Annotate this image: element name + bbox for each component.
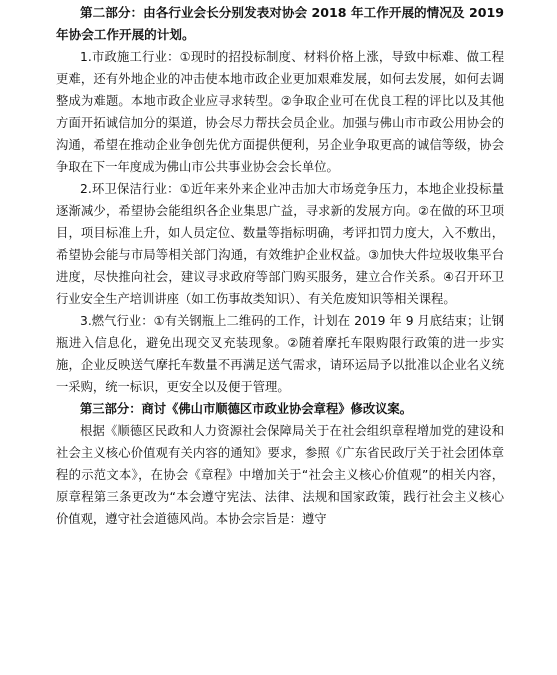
section2-paragraph-municipal: 1.市政施工行业：①现时的招投标制度、材料价格上涨，导致中标难、做工程更难，还有外地企业的冲击使本地市政企业更加艰难发展，如何去发展，如何去调整成为难题。本地市政企业应寻求转型。②争取企业可在优良工程的评比以及其他方面开拓诚信加分的渠道，协会尽力帮扶会员企业。加强与佛山市市政公用协会的沟通，希望在推动企业争创先优方面提供便利，另企业争取更高的诚信等级，协会争取在下一年度成为佛山市公共事业协会会长单位。 xyxy=(56,50,504,174)
section2-paragraph-sanitation: 2.环卫保洁行业：①近年来外来企业冲击加大市场竞争压力，本地企业投标量逐渐减少，希望协会能组织各企业集思广益，寻求新的发展方向。②在做的环卫项目，项目标准上升，如人员定位、数量等指标明确，考评扣罚力度大，入不敷出，希望协会能与市局等相关部门沟通，有效维护企业权益。③加快大件垃圾收集平台进度，尽快推向社会，建议寻求政府等部门购买服务，建立合作关系。④召开环卫行业安全生产培训讲座（如工伤事故类知识）、有关危废知识等相关课程。 xyxy=(56,182,504,306)
section2-paragraph-gas: 3.燃气行业：①有关钢瓶上二维码的工作，计划在 2019 年 9 月底结束；让钢瓶进入信息化，避免出现交叉充装现象。②随着摩托车限购限行政策的进一步实施，企业反映送气摩托车数量不再满足送气需求，请环运局予以批准以企业名义统一采购，统一标识，更安全以及便于管理。 xyxy=(56,314,504,394)
section2-title: 第二部分：由各行业会长分别发表对协会 2018 年工作开展的情况及 2019 年协会工作开展的计划。 xyxy=(56,5,504,42)
document-page xyxy=(56,2,504,530)
section3-paragraph: 根据《顺德区民政和人力资源社会保障局关于在社会组织章程增加党的建设和社会主义核心价值观有关内容的通知》要求，参照《广东省民政厅关于社会团体章程的示范文本》，在协会《章程》中增加关于“社会主义核心价值观”的相关内容，原章程第三条更改为“本会遵守宪法、法律、法规和国家政策，践行社会主义核心价值观，遵守社会道德风尚。本协会宗旨是：遵守 xyxy=(56,424,504,526)
section3-title: 第三部分：商讨《佛山市顺德区市政业协会章程》修改议案。 xyxy=(80,402,413,416)
